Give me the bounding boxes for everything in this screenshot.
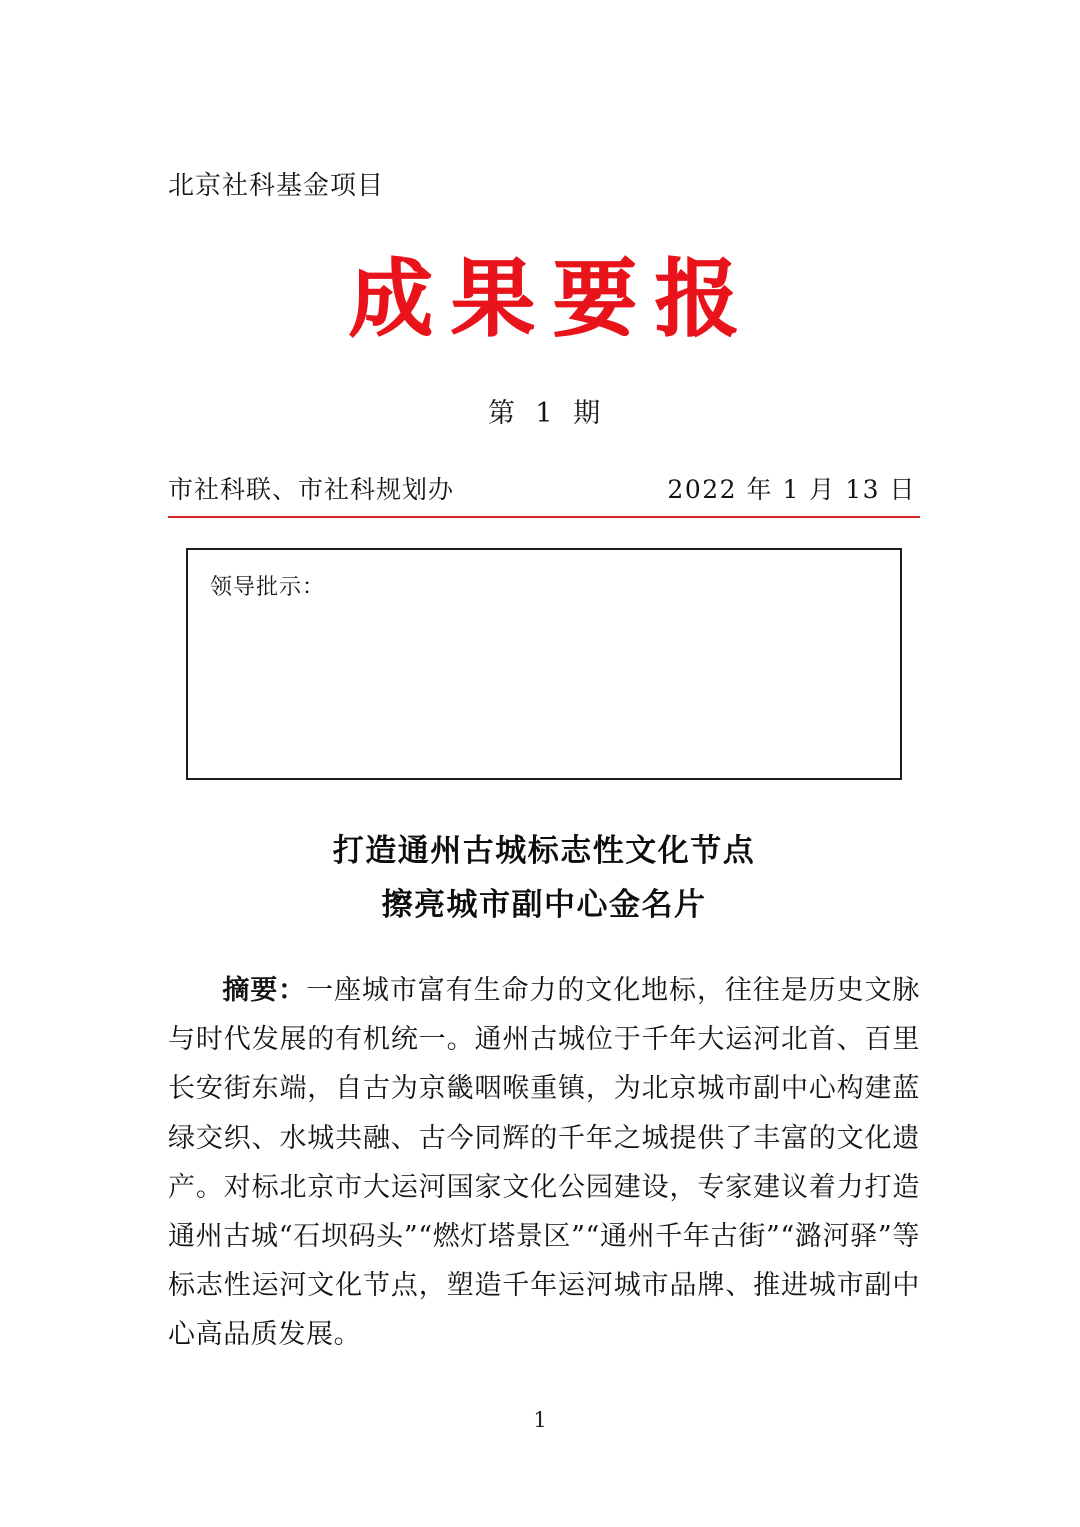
page-number: 1: [533, 1408, 547, 1432]
leader-instruction-label: 领导批示：: [210, 574, 326, 600]
abstract-label: 摘要：: [222, 975, 307, 1007]
issue-number: 第 1 期: [487, 397, 607, 429]
article-abstract: [168, 966, 920, 1359]
page-content: [168, 0, 920, 1386]
org-date-row: [168, 470, 920, 506]
red-divider-rule: [168, 516, 920, 518]
issue-date: 2022 年 1 月 13 日: [667, 474, 916, 504]
project-line: 北京社科基金项目: [168, 171, 385, 201]
article-title-line-1: 打造通州古城标志性文化节点: [332, 832, 756, 869]
article-title: [168, 824, 920, 933]
issuing-organization: 市社科联、市社科规划办: [168, 474, 455, 504]
masthead-title: 成果要报: [348, 249, 757, 348]
abstract-text: 一座城市富有生命力的文化地标，往往是历史文脉与时代发展的有机统一。通州古城位于千年大运河北首、百里长安街东端，自古为京畿咽喉重镇，为北京城市副中心构建蓝绿交织、水城共融、古今同辉的千年之城提供了丰富的文化遗产。对标北京市大运河国家文化公园建设，专家建议着力打造通州古城“石坝码头”“燃灯塔景区”“通州千年古街”“潞河驿”等标志性运河文化节点，塑造千年运河城市品牌、推进城市副中心高品质发展。: [168, 975, 920, 1351]
leader-instruction-box[interactable]: [186, 548, 902, 780]
article-title-line-2: 擦亮城市副中心金名片: [381, 886, 707, 923]
